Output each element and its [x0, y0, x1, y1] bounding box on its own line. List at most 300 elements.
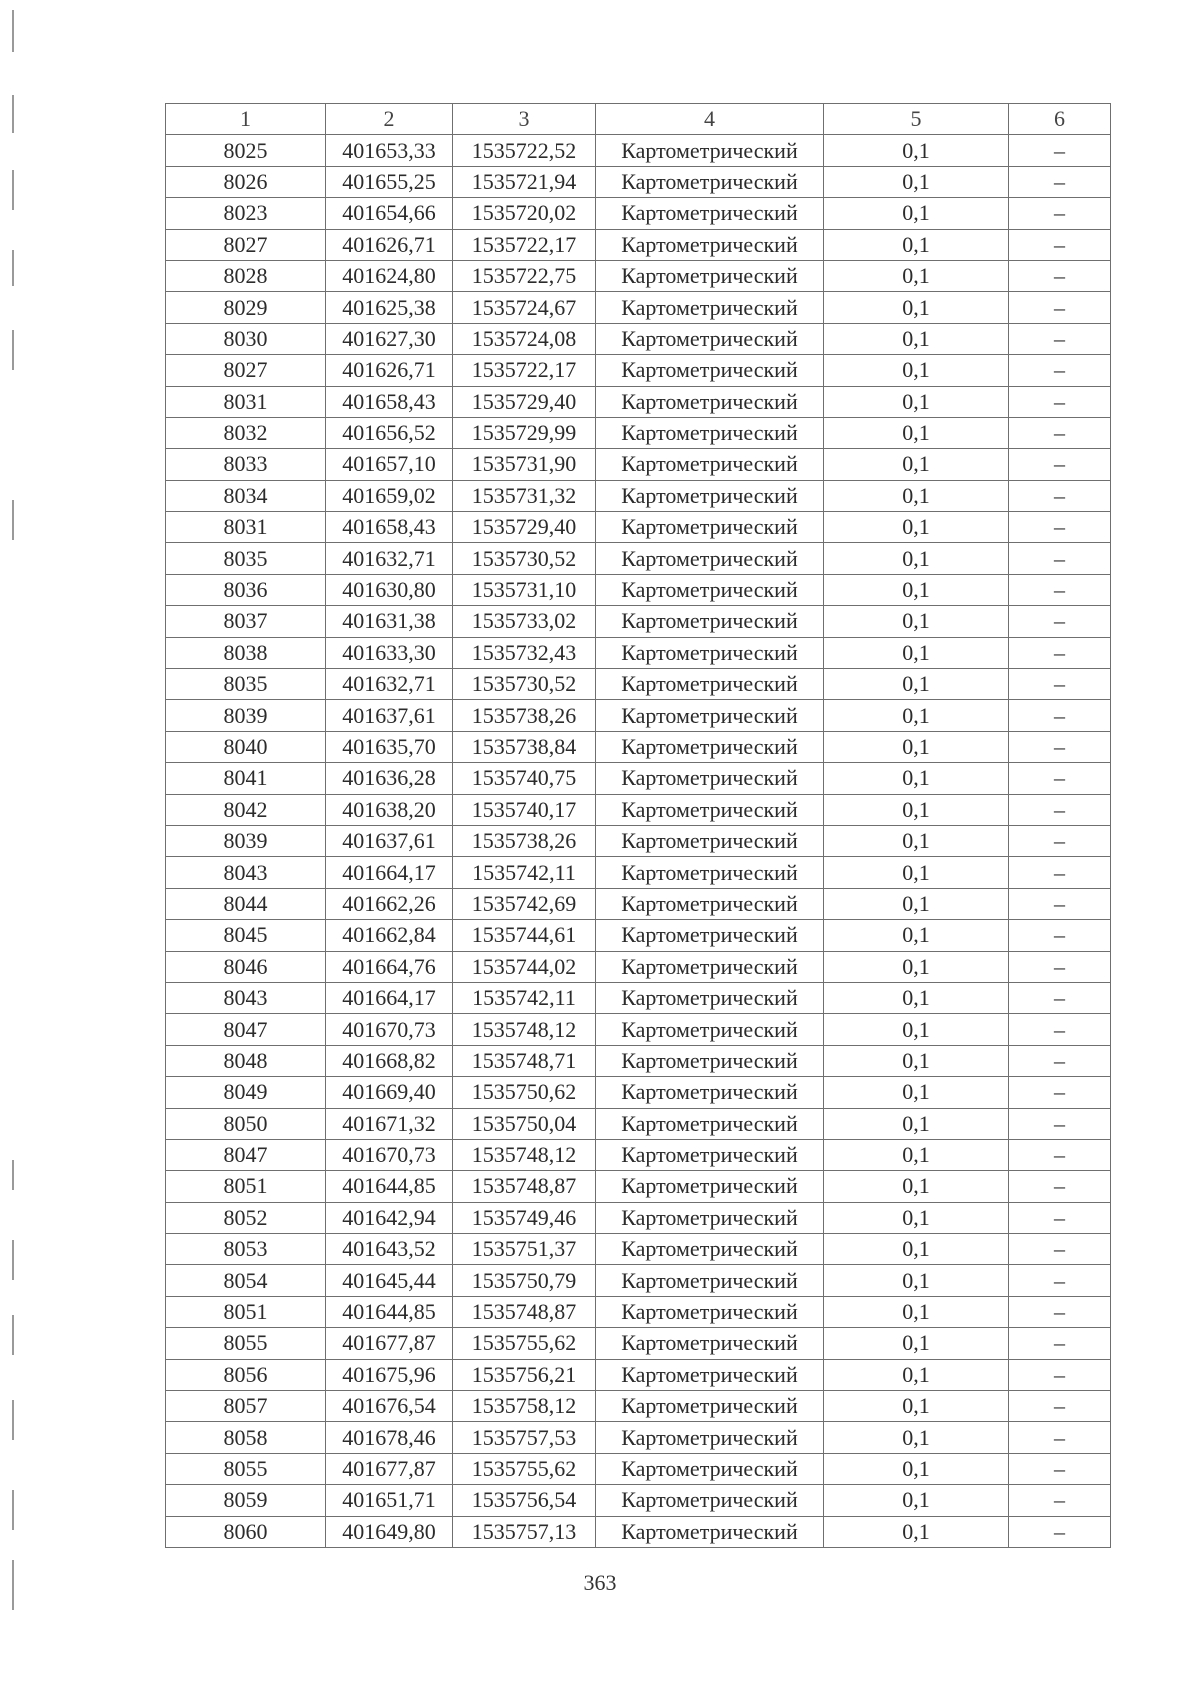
scan-mark — [12, 1160, 14, 1190]
x-coordinate-cell: 401624,80 — [326, 260, 453, 291]
column-header: 2 — [326, 104, 453, 135]
header-row — [166, 104, 1111, 135]
x-coordinate-cell: 401626,71 — [326, 355, 453, 386]
x-coordinate-cell: 401627,30 — [326, 323, 453, 354]
accuracy-cell: 0,1 — [824, 543, 1009, 574]
point-number-cell: 8055 — [166, 1453, 326, 1484]
point-number-cell: 8039 — [166, 700, 326, 731]
y-coordinate-cell: 1535757,13 — [453, 1516, 596, 1547]
x-coordinate-cell: 401637,61 — [326, 700, 453, 731]
x-coordinate-cell: 401654,66 — [326, 198, 453, 229]
method-cell: Картометрический — [596, 292, 824, 323]
note-cell: – — [1009, 1359, 1111, 1390]
y-coordinate-cell: 1535722,17 — [453, 355, 596, 386]
accuracy-cell: 0,1 — [824, 323, 1009, 354]
point-number-cell: 8023 — [166, 198, 326, 229]
table-header — [166, 104, 1111, 135]
note-cell: – — [1009, 951, 1111, 982]
x-coordinate-cell: 401651,71 — [326, 1485, 453, 1516]
y-coordinate-cell: 1535724,67 — [453, 292, 596, 323]
x-coordinate-cell: 401670,73 — [326, 1014, 453, 1045]
y-coordinate-cell: 1535742,69 — [453, 888, 596, 919]
point-number-cell: 8031 — [166, 512, 326, 543]
column-header: 5 — [824, 104, 1009, 135]
point-number-cell: 8027 — [166, 229, 326, 260]
x-coordinate-cell: 401637,61 — [326, 825, 453, 856]
method-cell: Картометрический — [596, 386, 824, 417]
note-cell: – — [1009, 794, 1111, 825]
table-row — [166, 731, 1111, 762]
point-number-cell: 8049 — [166, 1077, 326, 1108]
note-cell: – — [1009, 1014, 1111, 1045]
method-cell: Картометрический — [596, 700, 824, 731]
accuracy-cell: 0,1 — [824, 1422, 1009, 1453]
note-cell: – — [1009, 1202, 1111, 1233]
note-cell: – — [1009, 825, 1111, 856]
y-coordinate-cell: 1535755,62 — [453, 1453, 596, 1484]
method-cell: Картометрический — [596, 731, 824, 762]
note-cell: – — [1009, 449, 1111, 480]
note-cell: – — [1009, 700, 1111, 731]
y-coordinate-cell: 1535744,02 — [453, 951, 596, 982]
method-cell: Картометрический — [596, 1139, 824, 1170]
method-cell: Картометрический — [596, 1516, 824, 1547]
accuracy-cell: 0,1 — [824, 1328, 1009, 1359]
table-row — [166, 920, 1111, 951]
method-cell: Картометрический — [596, 1045, 824, 1076]
x-coordinate-cell: 401632,71 — [326, 669, 453, 700]
accuracy-cell: 0,1 — [824, 292, 1009, 323]
point-number-cell: 8035 — [166, 543, 326, 574]
table-row — [166, 1077, 1111, 1108]
method-cell: Картометрический — [596, 763, 824, 794]
method-cell: Картометрический — [596, 920, 824, 951]
y-coordinate-cell: 1535722,52 — [453, 135, 596, 166]
point-number-cell: 8034 — [166, 480, 326, 511]
note-cell: – — [1009, 1296, 1111, 1327]
note-cell: – — [1009, 135, 1111, 166]
table-row — [166, 1328, 1111, 1359]
note-cell: – — [1009, 669, 1111, 700]
y-coordinate-cell: 1535722,17 — [453, 229, 596, 260]
method-cell: Картометрический — [596, 1391, 824, 1422]
y-coordinate-cell: 1535738,26 — [453, 700, 596, 731]
note-cell: – — [1009, 1265, 1111, 1296]
note-cell: – — [1009, 731, 1111, 762]
method-cell: Картометрический — [596, 260, 824, 291]
note-cell: – — [1009, 1453, 1111, 1484]
method-cell: Картометрический — [596, 857, 824, 888]
method-cell: Картометрический — [596, 1014, 824, 1045]
method-cell: Картометрический — [596, 637, 824, 668]
point-number-cell: 8051 — [166, 1296, 326, 1327]
note-cell: – — [1009, 292, 1111, 323]
table-row — [166, 888, 1111, 919]
table-row — [166, 292, 1111, 323]
accuracy-cell: 0,1 — [824, 951, 1009, 982]
point-number-cell: 8051 — [166, 1171, 326, 1202]
table-row — [166, 1139, 1111, 1170]
method-cell: Картометрический — [596, 1108, 824, 1139]
note-cell: – — [1009, 1391, 1111, 1422]
y-coordinate-cell: 1535748,12 — [453, 1014, 596, 1045]
note-cell: – — [1009, 982, 1111, 1013]
method-cell: Картометрический — [596, 1422, 824, 1453]
table-row — [166, 574, 1111, 605]
table-body — [166, 135, 1111, 1548]
table-row — [166, 480, 1111, 511]
table-row — [166, 1296, 1111, 1327]
method-cell: Картометрический — [596, 1453, 824, 1484]
x-coordinate-cell: 401632,71 — [326, 543, 453, 574]
y-coordinate-cell: 1535731,32 — [453, 480, 596, 511]
point-number-cell: 8026 — [166, 166, 326, 197]
point-number-cell: 8032 — [166, 417, 326, 448]
y-coordinate-cell: 1535720,02 — [453, 198, 596, 229]
x-coordinate-cell: 401671,32 — [326, 1108, 453, 1139]
table-row — [166, 982, 1111, 1013]
note-cell: – — [1009, 606, 1111, 637]
method-cell: Картометрический — [596, 1359, 824, 1390]
table-row — [166, 763, 1111, 794]
x-coordinate-cell: 401656,52 — [326, 417, 453, 448]
y-coordinate-cell: 1535748,87 — [453, 1171, 596, 1202]
point-number-cell: 8060 — [166, 1516, 326, 1547]
point-number-cell: 8043 — [166, 982, 326, 1013]
note-cell: – — [1009, 637, 1111, 668]
table-row — [166, 1453, 1111, 1484]
method-cell: Картометрический — [596, 1234, 824, 1265]
y-coordinate-cell: 1535758,12 — [453, 1391, 596, 1422]
method-cell: Картометрический — [596, 512, 824, 543]
point-number-cell: 8046 — [166, 951, 326, 982]
y-coordinate-cell: 1535730,52 — [453, 669, 596, 700]
accuracy-cell: 0,1 — [824, 1485, 1009, 1516]
column-header: 4 — [596, 104, 824, 135]
method-cell: Картометрический — [596, 1296, 824, 1327]
accuracy-cell: 0,1 — [824, 417, 1009, 448]
table-row — [166, 700, 1111, 731]
method-cell: Картометрический — [596, 606, 824, 637]
y-coordinate-cell: 1535738,84 — [453, 731, 596, 762]
accuracy-cell: 0,1 — [824, 1296, 1009, 1327]
y-coordinate-cell: 1535738,26 — [453, 825, 596, 856]
accuracy-cell: 0,1 — [824, 1265, 1009, 1296]
x-coordinate-cell: 401631,38 — [326, 606, 453, 637]
scan-mark — [12, 170, 14, 210]
y-coordinate-cell: 1535755,62 — [453, 1328, 596, 1359]
accuracy-cell: 0,1 — [824, 1391, 1009, 1422]
method-cell: Картометрический — [596, 951, 824, 982]
y-coordinate-cell: 1535731,90 — [453, 449, 596, 480]
accuracy-cell: 0,1 — [824, 260, 1009, 291]
note-cell: – — [1009, 1139, 1111, 1170]
accuracy-cell: 0,1 — [824, 669, 1009, 700]
note-cell: – — [1009, 1328, 1111, 1359]
point-number-cell: 8047 — [166, 1014, 326, 1045]
point-number-cell: 8031 — [166, 386, 326, 417]
scan-mark — [12, 250, 14, 286]
method-cell: Картометрический — [596, 198, 824, 229]
point-number-cell: 8044 — [166, 888, 326, 919]
point-number-cell: 8040 — [166, 731, 326, 762]
point-number-cell: 8029 — [166, 292, 326, 323]
y-coordinate-cell: 1535751,37 — [453, 1234, 596, 1265]
x-coordinate-cell: 401662,26 — [326, 888, 453, 919]
column-header: 1 — [166, 104, 326, 135]
method-cell: Картометрический — [596, 449, 824, 480]
x-coordinate-cell: 401664,17 — [326, 857, 453, 888]
table-row — [166, 794, 1111, 825]
accuracy-cell: 0,1 — [824, 1234, 1009, 1265]
note-cell: – — [1009, 166, 1111, 197]
x-coordinate-cell: 401636,28 — [326, 763, 453, 794]
accuracy-cell: 0,1 — [824, 355, 1009, 386]
y-coordinate-cell: 1535721,94 — [453, 166, 596, 197]
x-coordinate-cell: 401676,54 — [326, 1391, 453, 1422]
accuracy-cell: 0,1 — [824, 449, 1009, 480]
point-number-cell: 8053 — [166, 1234, 326, 1265]
y-coordinate-cell: 1535750,04 — [453, 1108, 596, 1139]
point-number-cell: 8058 — [166, 1422, 326, 1453]
table-row — [166, 449, 1111, 480]
y-coordinate-cell: 1535749,46 — [453, 1202, 596, 1233]
point-number-cell: 8041 — [166, 763, 326, 794]
table-row — [166, 1171, 1111, 1202]
note-cell: – — [1009, 323, 1111, 354]
method-cell: Картометрический — [596, 1202, 824, 1233]
note-cell: – — [1009, 1108, 1111, 1139]
note-cell: – — [1009, 1516, 1111, 1547]
method-cell: Картометрический — [596, 888, 824, 919]
accuracy-cell: 0,1 — [824, 1359, 1009, 1390]
note-cell: – — [1009, 512, 1111, 543]
note-cell: – — [1009, 1077, 1111, 1108]
accuracy-cell: 0,1 — [824, 229, 1009, 260]
accuracy-cell: 0,1 — [824, 825, 1009, 856]
scan-mark — [12, 500, 14, 540]
scan-mark — [12, 1490, 14, 1530]
table-row — [166, 1422, 1111, 1453]
note-cell: – — [1009, 543, 1111, 574]
method-cell: Картометрический — [596, 794, 824, 825]
table-row — [166, 229, 1111, 260]
point-number-cell: 8039 — [166, 825, 326, 856]
method-cell: Картометрический — [596, 982, 824, 1013]
method-cell: Картометрический — [596, 417, 824, 448]
x-coordinate-cell: 401625,38 — [326, 292, 453, 323]
method-cell: Картометрический — [596, 355, 824, 386]
y-coordinate-cell: 1535756,21 — [453, 1359, 596, 1390]
point-number-cell: 8043 — [166, 857, 326, 888]
scan-mark — [12, 1240, 14, 1280]
accuracy-cell: 0,1 — [824, 386, 1009, 417]
method-cell: Картометрический — [596, 1077, 824, 1108]
x-coordinate-cell: 401659,02 — [326, 480, 453, 511]
scan-mark — [12, 330, 14, 370]
point-number-cell: 8028 — [166, 260, 326, 291]
table-row — [166, 198, 1111, 229]
point-number-cell: 8055 — [166, 1328, 326, 1359]
y-coordinate-cell: 1535730,52 — [453, 543, 596, 574]
point-number-cell: 8038 — [166, 637, 326, 668]
x-coordinate-cell: 401644,85 — [326, 1296, 453, 1327]
table-row — [166, 166, 1111, 197]
table-row — [166, 323, 1111, 354]
x-coordinate-cell: 401655,25 — [326, 166, 453, 197]
method-cell: Картометрический — [596, 1485, 824, 1516]
y-coordinate-cell: 1535724,08 — [453, 323, 596, 354]
x-coordinate-cell: 401638,20 — [326, 794, 453, 825]
y-coordinate-cell: 1535729,40 — [453, 512, 596, 543]
table-row — [166, 951, 1111, 982]
accuracy-cell: 0,1 — [824, 982, 1009, 1013]
method-cell: Картометрический — [596, 1265, 824, 1296]
note-cell: – — [1009, 386, 1111, 417]
method-cell: Картометрический — [596, 1328, 824, 1359]
accuracy-cell: 0,1 — [824, 1139, 1009, 1170]
y-coordinate-cell: 1535748,87 — [453, 1296, 596, 1327]
table-row — [166, 1485, 1111, 1516]
method-cell: Картометрический — [596, 825, 824, 856]
y-coordinate-cell: 1535757,53 — [453, 1422, 596, 1453]
method-cell: Картометрический — [596, 323, 824, 354]
x-coordinate-cell: 401645,44 — [326, 1265, 453, 1296]
y-coordinate-cell: 1535750,79 — [453, 1265, 596, 1296]
accuracy-cell: 0,1 — [824, 135, 1009, 166]
point-number-cell: 8059 — [166, 1485, 326, 1516]
note-cell: – — [1009, 355, 1111, 386]
table-row — [166, 1234, 1111, 1265]
note-cell: – — [1009, 480, 1111, 511]
note-cell: – — [1009, 417, 1111, 448]
y-coordinate-cell: 1535750,62 — [453, 1077, 596, 1108]
table-row — [166, 1265, 1111, 1296]
table-row — [166, 637, 1111, 668]
y-coordinate-cell: 1535729,99 — [453, 417, 596, 448]
y-coordinate-cell: 1535722,75 — [453, 260, 596, 291]
table-row — [166, 825, 1111, 856]
accuracy-cell: 0,1 — [824, 920, 1009, 951]
x-coordinate-cell: 401643,52 — [326, 1234, 453, 1265]
x-coordinate-cell: 401630,80 — [326, 574, 453, 605]
y-coordinate-cell: 1535748,12 — [453, 1139, 596, 1170]
scan-mark — [12, 10, 14, 52]
y-coordinate-cell: 1535744,61 — [453, 920, 596, 951]
method-cell: Картометрический — [596, 229, 824, 260]
page-number: 363 — [583, 1570, 617, 1595]
point-number-cell: 8052 — [166, 1202, 326, 1233]
table-row — [166, 1108, 1111, 1139]
accuracy-cell: 0,1 — [824, 480, 1009, 511]
table-row — [166, 543, 1111, 574]
x-coordinate-cell: 401642,94 — [326, 1202, 453, 1233]
accuracy-cell: 0,1 — [824, 574, 1009, 605]
note-cell: – — [1009, 574, 1111, 605]
accuracy-cell: 0,1 — [824, 1108, 1009, 1139]
accuracy-cell: 0,1 — [824, 700, 1009, 731]
note-cell: – — [1009, 198, 1111, 229]
accuracy-cell: 0,1 — [824, 731, 1009, 762]
accuracy-cell: 0,1 — [824, 794, 1009, 825]
accuracy-cell: 0,1 — [824, 1014, 1009, 1045]
method-cell: Картометрический — [596, 574, 824, 605]
accuracy-cell: 0,1 — [824, 1045, 1009, 1076]
x-coordinate-cell: 401657,10 — [326, 449, 453, 480]
accuracy-cell: 0,1 — [824, 1077, 1009, 1108]
note-cell: – — [1009, 857, 1111, 888]
note-cell: – — [1009, 1045, 1111, 1076]
y-coordinate-cell: 1535732,43 — [453, 637, 596, 668]
x-coordinate-cell: 401669,40 — [326, 1077, 453, 1108]
table-row — [166, 1516, 1111, 1547]
table-row — [166, 1359, 1111, 1390]
y-coordinate-cell: 1535740,17 — [453, 794, 596, 825]
point-number-cell: 8048 — [166, 1045, 326, 1076]
table-row — [166, 606, 1111, 637]
accuracy-cell: 0,1 — [824, 857, 1009, 888]
table-row — [166, 260, 1111, 291]
x-coordinate-cell: 401658,43 — [326, 386, 453, 417]
x-coordinate-cell: 401664,17 — [326, 982, 453, 1013]
point-number-cell: 8036 — [166, 574, 326, 605]
x-coordinate-cell: 401644,85 — [326, 1171, 453, 1202]
table-row — [166, 386, 1111, 417]
point-number-cell: 8037 — [166, 606, 326, 637]
note-cell: – — [1009, 1485, 1111, 1516]
point-number-cell: 8030 — [166, 323, 326, 354]
x-coordinate-cell: 401677,87 — [326, 1328, 453, 1359]
x-coordinate-cell: 401677,87 — [326, 1453, 453, 1484]
accuracy-cell: 0,1 — [824, 763, 1009, 794]
note-cell: – — [1009, 763, 1111, 794]
note-cell: – — [1009, 1171, 1111, 1202]
x-coordinate-cell: 401633,30 — [326, 637, 453, 668]
y-coordinate-cell: 1535756,54 — [453, 1485, 596, 1516]
table-row — [166, 1202, 1111, 1233]
note-cell: – — [1009, 888, 1111, 919]
scan-mark — [12, 1400, 14, 1440]
table-row — [166, 669, 1111, 700]
table-row — [166, 1014, 1111, 1045]
y-coordinate-cell: 1535742,11 — [453, 982, 596, 1013]
point-number-cell: 8042 — [166, 794, 326, 825]
accuracy-cell: 0,1 — [824, 888, 1009, 919]
x-coordinate-cell: 401662,84 — [326, 920, 453, 951]
point-number-cell: 8035 — [166, 669, 326, 700]
y-coordinate-cell: 1535729,40 — [453, 386, 596, 417]
coordinates-table — [165, 103, 1111, 1548]
method-cell: Картометрический — [596, 166, 824, 197]
note-cell: – — [1009, 260, 1111, 291]
accuracy-cell: 0,1 — [824, 1202, 1009, 1233]
note-cell: – — [1009, 920, 1111, 951]
x-coordinate-cell: 401668,82 — [326, 1045, 453, 1076]
scan-mark — [12, 1315, 14, 1355]
point-number-cell: 8054 — [166, 1265, 326, 1296]
point-number-cell: 8050 — [166, 1108, 326, 1139]
x-coordinate-cell: 401675,96 — [326, 1359, 453, 1390]
table-row — [166, 512, 1111, 543]
x-coordinate-cell: 401626,71 — [326, 229, 453, 260]
y-coordinate-cell: 1535740,75 — [453, 763, 596, 794]
x-coordinate-cell: 401635,70 — [326, 731, 453, 762]
column-header: 3 — [453, 104, 596, 135]
y-coordinate-cell: 1535733,02 — [453, 606, 596, 637]
x-coordinate-cell: 401649,80 — [326, 1516, 453, 1547]
y-coordinate-cell: 1535731,10 — [453, 574, 596, 605]
method-cell: Картометрический — [596, 543, 824, 574]
